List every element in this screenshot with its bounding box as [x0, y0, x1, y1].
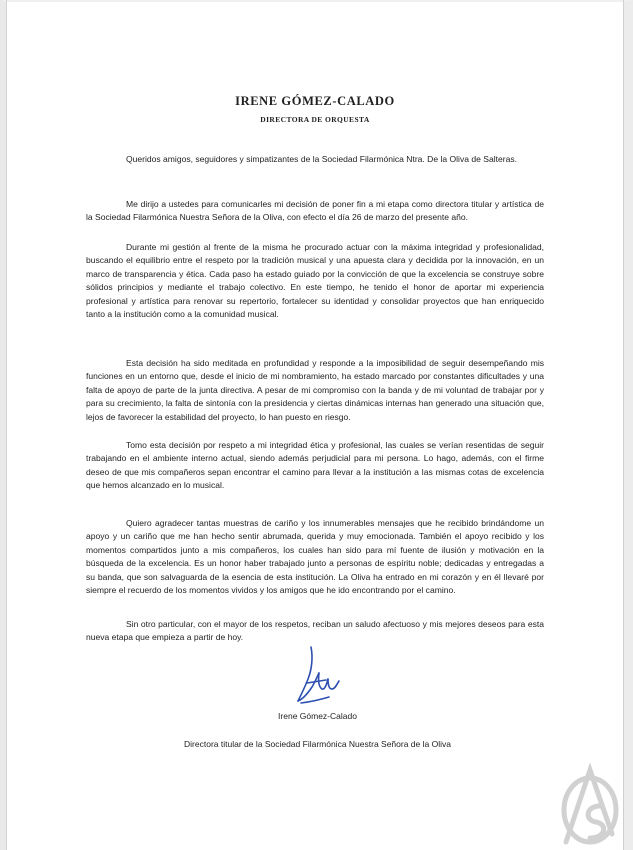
page-edge-left [6, 0, 7, 850]
page-edge-right [623, 0, 624, 850]
paragraph-announcement: Me dirijo a ustedes para comunicarles mi decisión de poner fin a mi etapa como directora titular y artística de la Sociedad Filarmónica Nuestra Señora de la Oliva, con efecto el día 26 de marzo del presente año. [86, 199, 544, 223]
paragraph-thanks: Quiero agradecer tantas muestras de cariño y los innumerables mensajes que he recibido brindándome un apoyo y un cariño que me han hecho sentir abrumada, querida y muy emocionada. También el apoyo recibido y los momentos compartidos junto a mis compañeros, los cuales han sido para mí fuente de ilusión y motivación en la búsqueda de la excelencia. Es un honor haber trabajado junto a personas de espíritu noble; dedicadas y entregadas a su banda, que son salvaguarda de la esencia de esta institución. La Oliva ha entrado en mi corazón y en él llevaré por siempre el recuerdo de los momentos vividos y los amigos que he ido encontrando por el camino. [86, 518, 544, 596]
signature-icon [293, 643, 343, 708]
letter [86, 94, 544, 643]
watermark-logo-icon [556, 762, 624, 847]
signature-title: Directora titular de la Sociedad Filarmónica Nuestra Señora de la Oliva [184, 739, 451, 749]
paragraph-closing: Sin otro particular, con el mayor de los respetos, reciban un saludo afectuoso y mis mejores deseos para esta nueva etapa que empieza a partir de hoy. [86, 619, 544, 643]
signature-name: Irene Gómez-Calado [278, 711, 357, 721]
paragraph-greeting: Queridos amigos, seguidores y simpatizantes de la Sociedad Filarmónica Ntra. De la Oliva de Salteras. [126, 154, 517, 164]
paragraph-integrity: Tomo esta decisión por respeto a mi integridad ética y profesional, las cuales se verían resentidas de seguir trabajando en el ambiente interno actual, siendo además perjudicial para mi persona. Lo hago, además, con el firme deseo de que mis compañeros sepan encontrar el camino para llevar a la institución a las mismas cotas de excelencia que hemos alcanzado en lo musical. [86, 440, 544, 491]
paragraph-management: Durante mi gestión al frente de la misma he procurado actuar con la máxima integridad y profesionalidad, buscando el equilibrio entre el respeto por la tradición musical y una apuesta clara y decidida por la innovación, en un marco de transparencia y ética. Cada paso ha estado guiado por la convicción de que la excelencia se construye sobre sólidos principios y mediante el trabajo colectivo. En este tiempo, he tenido el honor de aportar mi experiencia profesional y artística para renovar su repertorio, fortalecer su identidad y consolidar proyectos que han enriquecido tanto a la institución como a la comunidad musical. [86, 242, 544, 320]
paragraph-reasons: Esta decisión ha sido meditada en profundidad y responde a la imposibilidad de seguir desempeñando mis funciones en un entorno que, desde el inicio de mi nombramiento, ha estado marcado por constantes dificultades y una falta de apoyo de parte de la junta directiva. A pesar de mi compromiso con la banda y de mi voluntad de trabajar por y para su crecimiento, la falta de sintonía con la presidencia y ciertas dinámicas internas han generado una situación que, lejos de favorecer la estabilidad del proyecto, lo han puesto en riesgo. [86, 358, 544, 422]
author-name: IRENE GÓMEZ-CALADO [235, 94, 395, 108]
author-role: DIRECTORA DE ORQUESTA [260, 115, 370, 124]
